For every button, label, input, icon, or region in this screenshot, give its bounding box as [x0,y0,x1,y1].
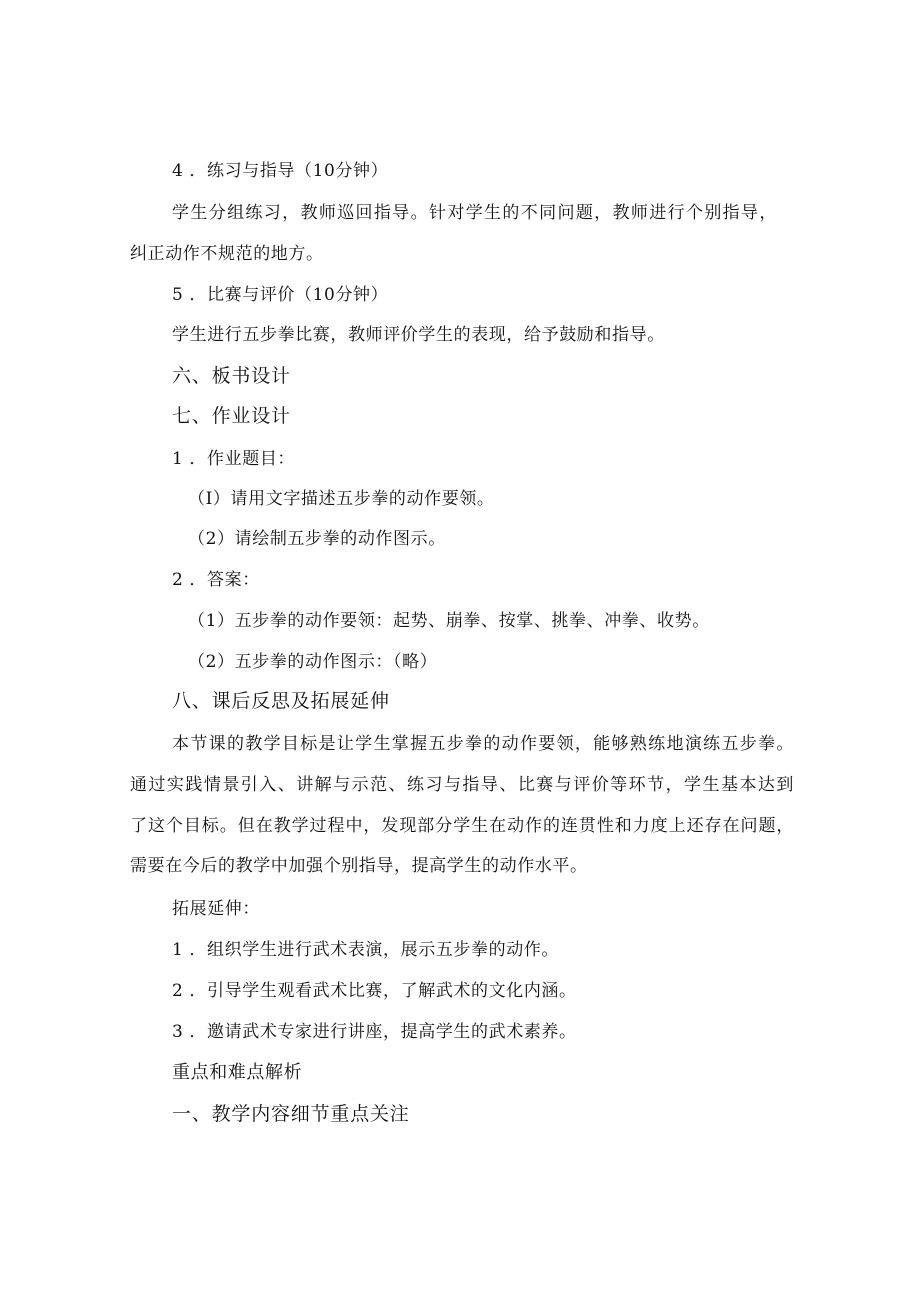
extension-item2: 2 ．引导学生观看武术比赛，了解武术的文化内涵。 [172,981,577,1001]
extension-item3: 3 ．邀请武术专家进行讲座，提高学生的武术素养。 [172,1022,577,1042]
heading-reflection: 八、课后反思及拓展延伸 [172,690,390,712]
heading-homework-design: 七、作业设计 [172,405,291,427]
extension-label: 拓展延伸： [172,899,260,919]
key-points-title: 重点和难点解析 [172,1062,303,1083]
homework-item1-q1: （I）请用文字描述五步拳的动作要领。 [188,489,495,509]
reflection-line4: 需要在今后的教学中加强个别指导，提高学生的动作水平。 [130,856,588,876]
section5-title: 5 ．比赛与评价（10分钟） [172,285,389,305]
section4-title: 4 ．练习与指导（10分钟） [172,161,389,181]
reflection-line2: 通过实践情景引入、讲解与示范、练习与指导、比赛与评价等环节，学生基本达到 [130,775,794,795]
heading-board-design: 六、板书设计 [172,365,291,387]
section4-para-line2: 纠正动作不规范的地方。 [130,244,324,264]
homework-item1-q2: （2）请绘制五步拳的动作图示。 [188,529,446,549]
key-points-section1: 一、教学内容细节重点关注 [172,1103,410,1125]
section5-para: 学生进行五步拳比赛，教师评价学生的表现，给予鼓励和指导。 [172,325,665,345]
homework-item1-title: 1 ．作业题目： [172,449,296,469]
homework-item2-a2: （2）五步拳的动作图示：（略） [188,652,438,672]
reflection-line3: 了这个目标。但在教学过程中，发现部分学生在动作的连贯性和力度上还存在问题， [130,816,794,836]
section4-para-line1: 学生分组练习，教师巡回指导。针对学生的不同问题，教师进行个别指导， [172,203,777,223]
homework-item2-a1: （1）五步拳的动作要领：起势、崩拳、按掌、挑拳、冲拳、收势。 [188,611,710,631]
homework-item2-title: 2 ．答案： [172,570,260,590]
reflection-line1: 本节课的教学目标是让学生掌握五步拳的动作要领，能够熟练地演练五步拳。 [172,734,794,754]
extension-item1: 1 ．组织学生进行武术表演，展示五步拳的动作。 [172,940,560,960]
